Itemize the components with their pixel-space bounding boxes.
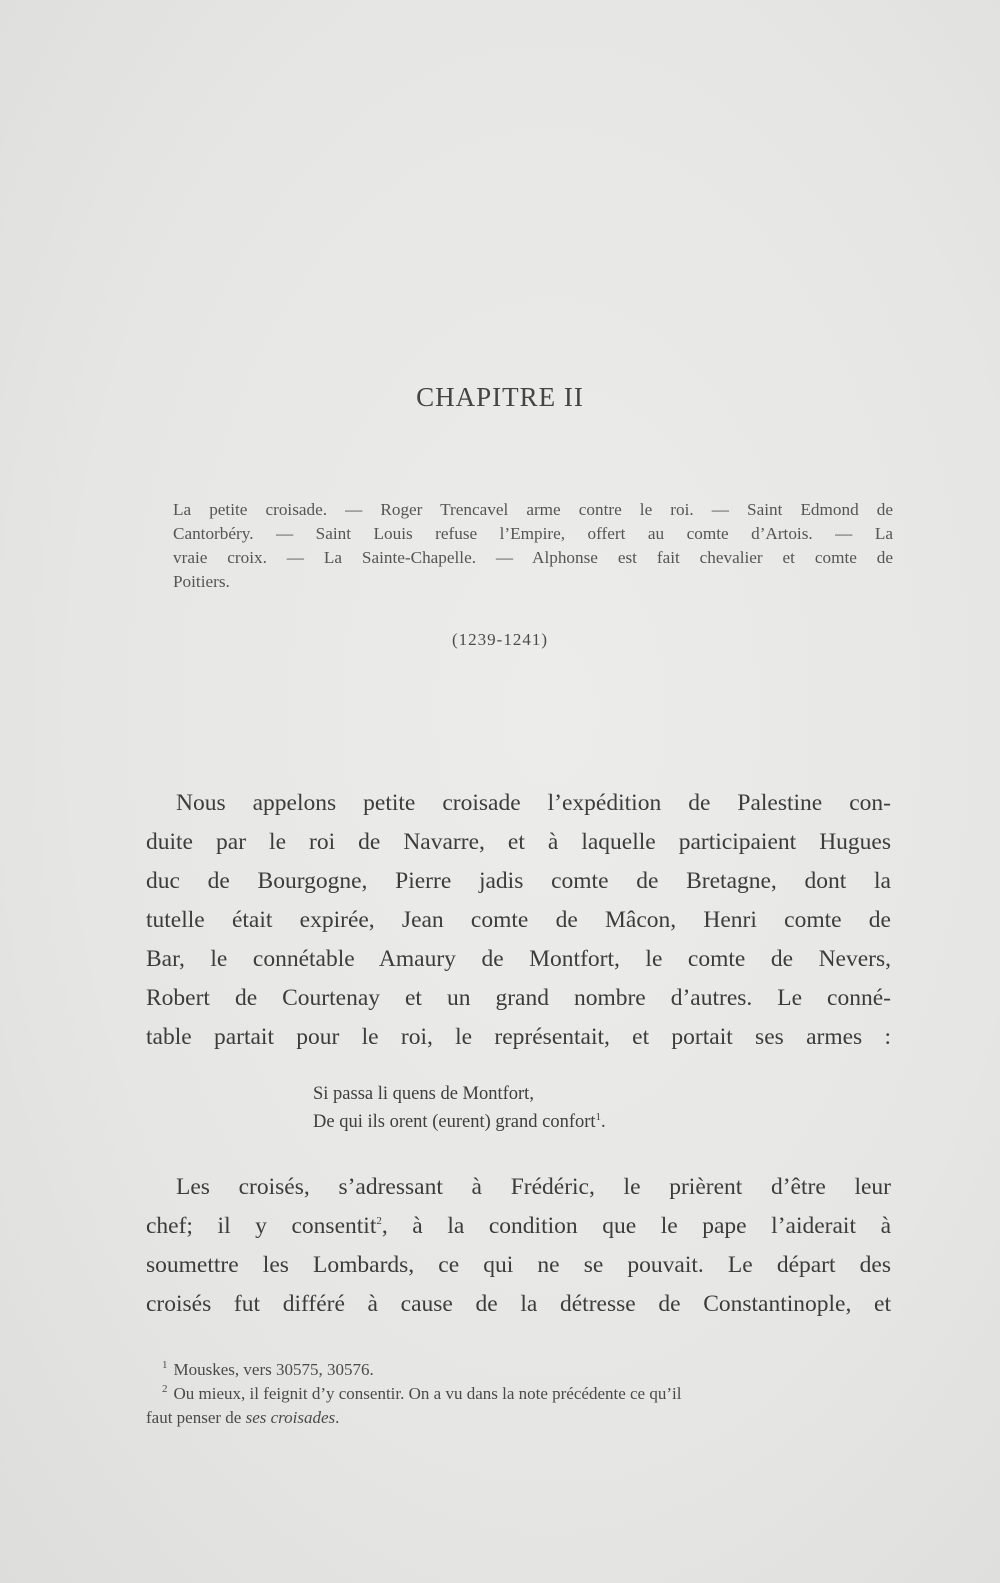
text-line	[146, 1207, 891, 1246]
text-segment: chef; il y consentit	[146, 1213, 377, 1239]
footnote-2	[146, 1382, 886, 1406]
paragraph-1	[146, 784, 891, 1057]
footnote-text: Ou mieux, il feignit d’y consentir. On a vu dans la note précédente ce qu’il	[173, 1384, 682, 1403]
text-line: tutelle était expirée, Jean comte de Mâcon, Henri comte de	[146, 907, 891, 933]
footnote-2-continued	[146, 1406, 886, 1430]
text-line: soumettre les Lombards, ce qui ne se pouvait. Le départ des	[146, 1252, 891, 1278]
summary-line: Cantorbéry. — Saint Louis refuse l’Empire, offert au comte d’Artois. — La	[173, 524, 893, 543]
chapter-title: CHAPITRE II	[416, 382, 584, 412]
footnote-1	[146, 1358, 886, 1382]
footnote-text: Mouskes, vers 30575, 30576.	[173, 1360, 374, 1379]
text-line: table partait pour le roi, le représentait, et portait ses armes :	[146, 1024, 891, 1050]
text-line: Nous appelons petite croisade l’expédition de Palestine con-	[176, 790, 891, 816]
verse-line	[313, 1108, 606, 1136]
text-line: Les croisés, s’adressant à Frédéric, le prièrent d’être leur	[176, 1174, 891, 1200]
footnotes	[146, 1358, 886, 1430]
text-line: Bar, le connétable Amaury de Montfort, le comte de Nevers,	[146, 946, 891, 972]
verse-punct: .	[601, 1112, 606, 1132]
summary-line: La petite croisade. — Roger Trencavel arme contre le roi. — Saint Edmond de	[173, 500, 893, 519]
text-line: duc de Bourgogne, Pierre jadis comte de Bretagne, dont la	[146, 868, 891, 894]
footnote-mark: 1	[162, 1359, 168, 1372]
footnote-mark: 2	[162, 1383, 168, 1396]
text-line: Robert de Courtenay et un grand nombre d’autres. Le conné-	[146, 985, 891, 1011]
footnote-ref: 1	[595, 1110, 602, 1123]
text-segment: , à la condition que le pape l’aiderait à	[381, 1213, 891, 1239]
text-line: croisés fut différé à cause de la détresse de Constantinople, et	[146, 1291, 891, 1317]
verse-text: De qui ils orent (eurent) grand confort	[313, 1112, 596, 1132]
paragraph-2	[146, 1168, 891, 1324]
footnote-ref: 2	[376, 1215, 382, 1228]
footnote-italic: ses croisades	[245, 1408, 336, 1427]
summary-line: Poitiers.	[173, 572, 230, 591]
summary-line: vraie croix. — La Sainte-Chapelle. — Alphonse est fait chevalier et comte de	[173, 548, 893, 567]
footnote-punct: .	[335, 1408, 340, 1427]
verse-line: Si passa li quens de Montfort,	[313, 1084, 534, 1104]
text-line: duite par le roi de Navarre, et à laquelle participaient Hugues	[146, 829, 891, 855]
chapter-dates: (1239-1241)	[452, 630, 548, 649]
verse-quote	[313, 1080, 606, 1136]
footnote-text: faut penser de	[146, 1408, 242, 1427]
chapter-summary	[173, 498, 893, 594]
